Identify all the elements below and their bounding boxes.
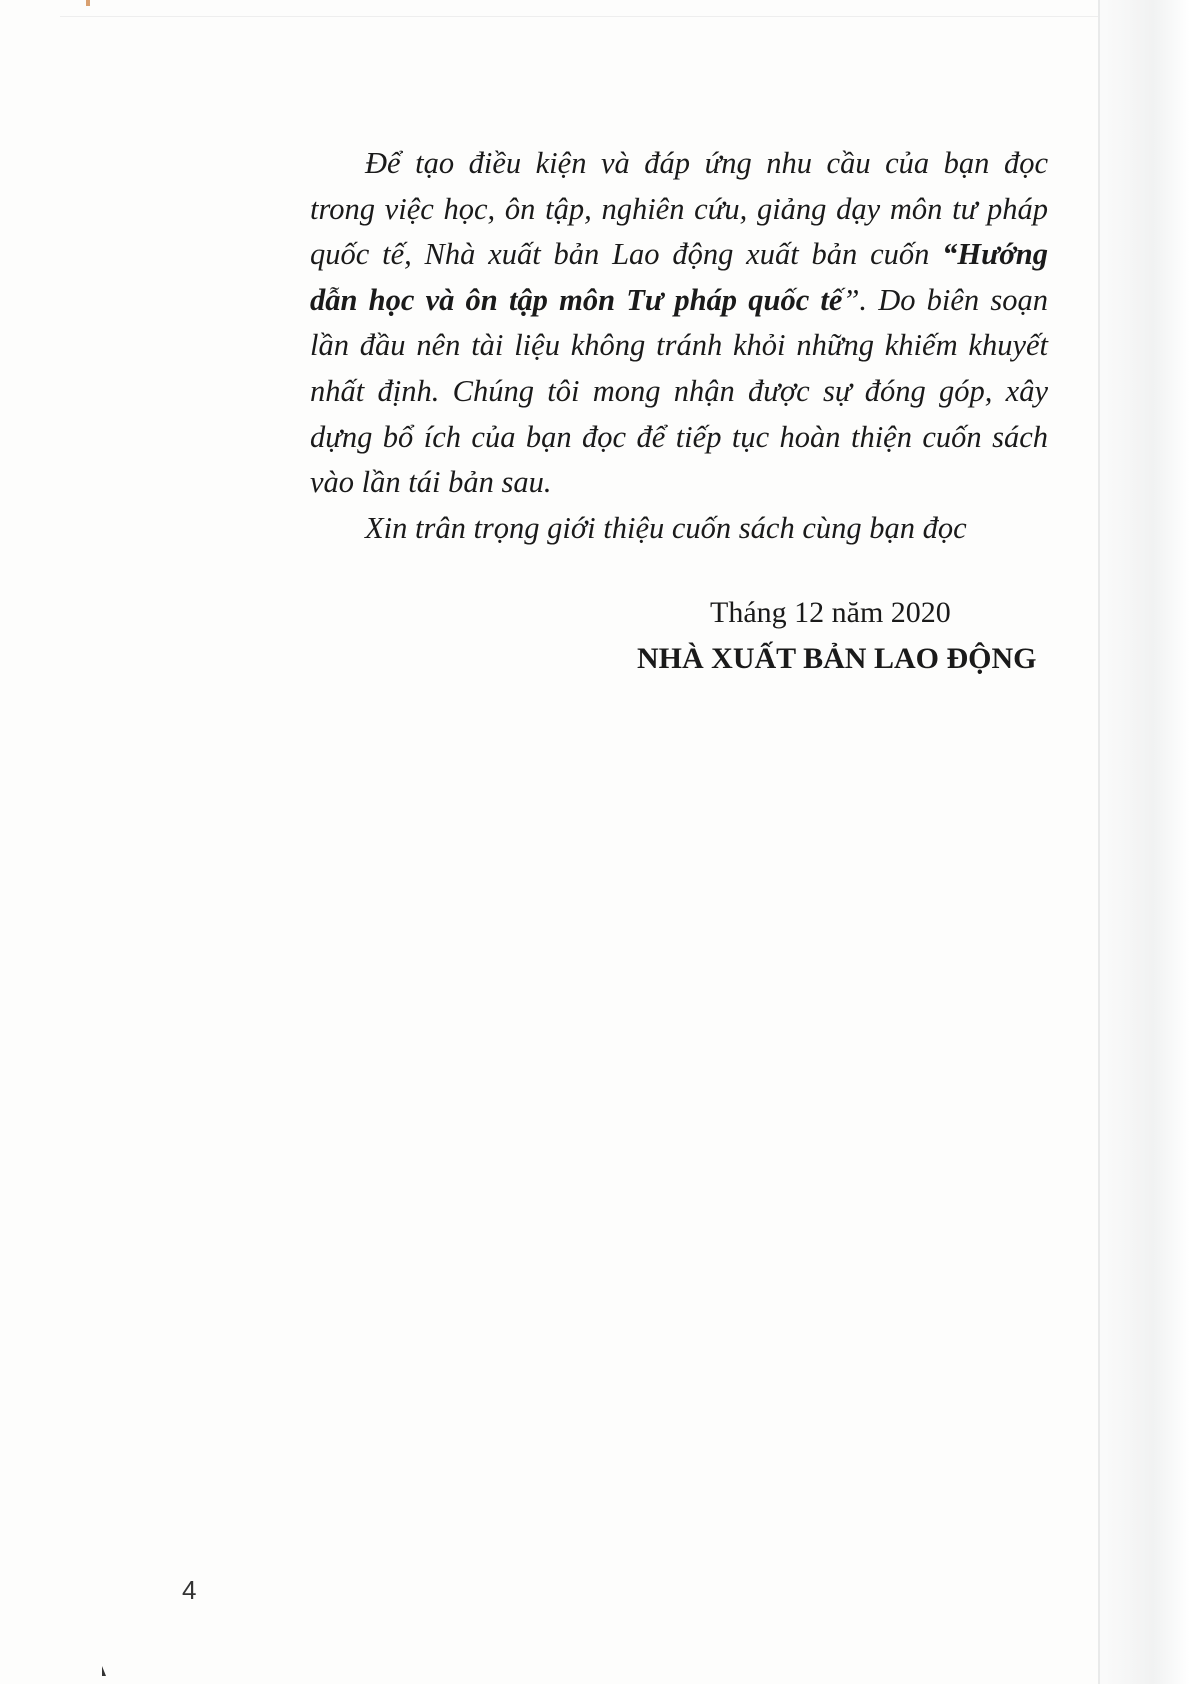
paragraph-line: Để tạo điều kiện và đáp ứng nhu cầu của bạn đọc [365, 146, 1048, 180]
signature-publisher: NHÀ XUẤT BẢN LAO ĐỘNG [637, 642, 1037, 675]
page-top-edge [60, 16, 1100, 17]
signature-date: Tháng 12 năm 2020 [710, 596, 951, 629]
paragraph-line: vào lần tái bản sau. [310, 465, 552, 500]
scan-corner-mark [86, 0, 90, 6]
foreword-paragraph [310, 141, 1048, 551]
page-right-edge [1098, 0, 1190, 1684]
paragraph-text: ”. Do biên soạn [842, 282, 1048, 317]
book-title-start: “Hướng [942, 237, 1048, 272]
paragraph-line: nhất định. Chúng tôi mong nhận được sự đóng góp, xây [310, 373, 1048, 408]
page-number: 4 [182, 1575, 197, 1605]
paragraph-line [310, 278, 1048, 324]
scan-bottom-mark [102, 1666, 106, 1676]
page-binding-line [1098, 0, 1100, 1684]
paragraph-line [310, 232, 1048, 278]
paragraph-line: trong việc học, ôn tập, nghiên cứu, giảng dạy môn tư pháp [310, 191, 1048, 226]
book-title-end: dẫn học và ôn tập môn Tư pháp quốc tế [310, 282, 843, 317]
paragraph-line: lần đầu nên tài liệu không tránh khỏi những khiếm khuyết [310, 328, 1048, 363]
paragraph-text: quốc tế, Nhà xuất bản Lao động xuất bản cuốn [310, 237, 943, 272]
closing-line: Xin trân trọng giới thiệu cuốn sách cùng bạn đọc [365, 510, 967, 545]
paragraph-line: dựng bổ ích của bạn đọc để tiếp tục hoàn thiện cuốn sách [310, 419, 1048, 454]
